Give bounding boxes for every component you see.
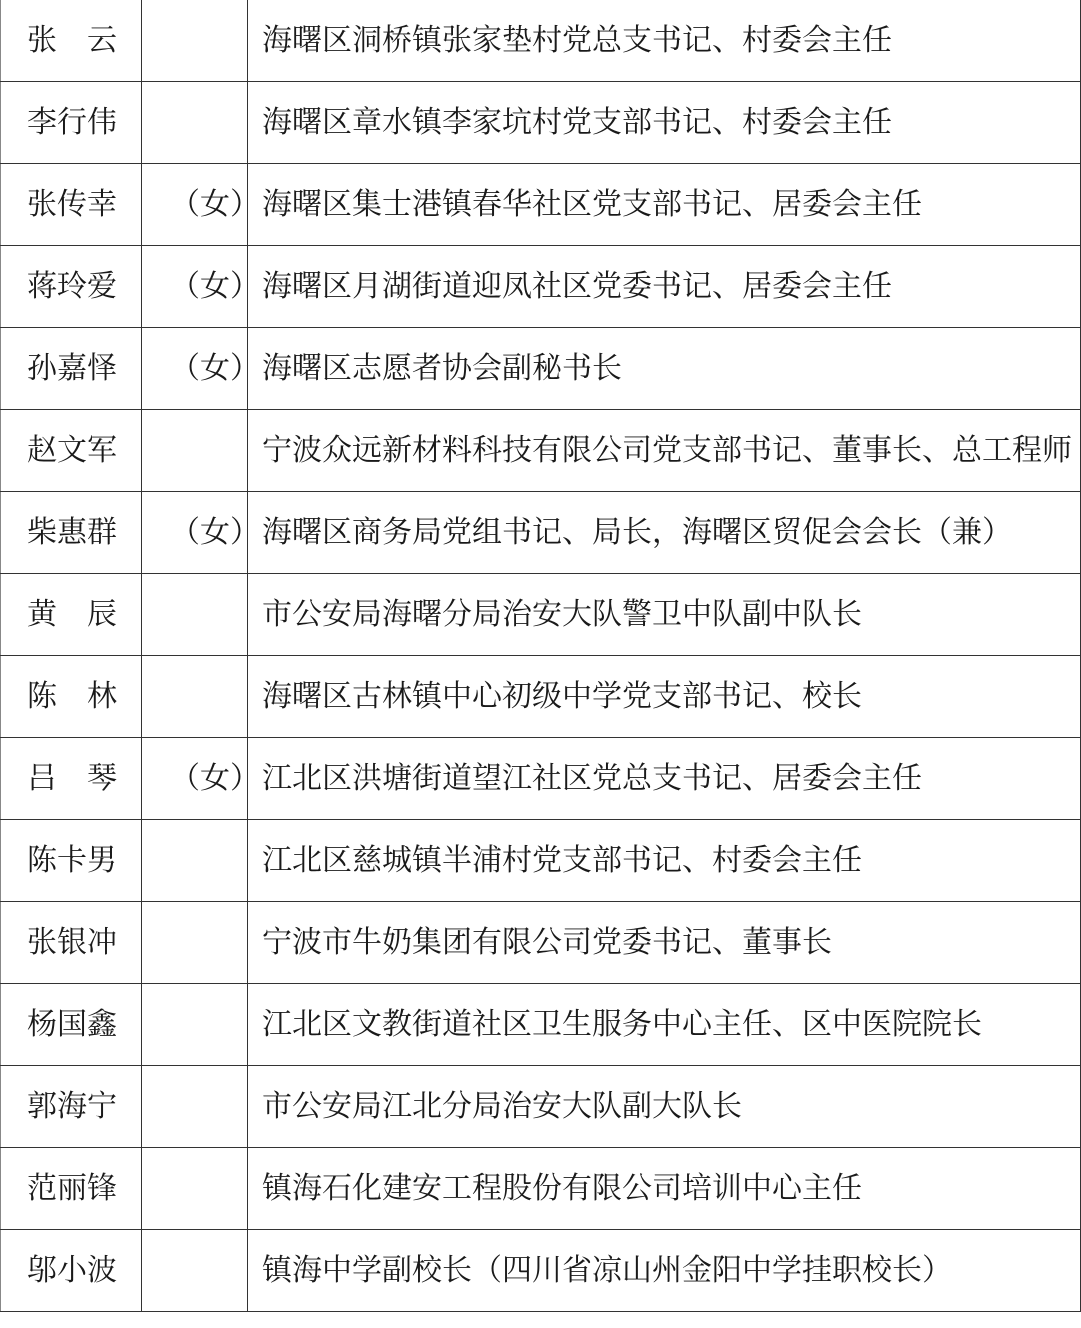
gender-note: （女） xyxy=(142,246,248,328)
table-row xyxy=(1,574,1081,656)
person-name: 吕 琴 xyxy=(1,738,142,820)
table-row xyxy=(1,82,1081,164)
position-title: 江北区洪塘街道望江社区党总支书记、居委会主任 xyxy=(248,738,1081,820)
person-name: 赵文军 xyxy=(1,410,142,492)
gender-note xyxy=(142,0,248,82)
position-title: 海曙区章水镇李家坑村党支部书记、村委会主任 xyxy=(248,82,1081,164)
position-title: 海曙区商务局党组书记、局长，海曙区贸促会会长（兼） xyxy=(248,492,1081,574)
gender-note xyxy=(142,820,248,902)
table-row xyxy=(1,820,1081,902)
table-row xyxy=(1,738,1081,820)
table-row xyxy=(1,984,1081,1066)
position-title: 镇海石化建安工程股份有限公司培训中心主任 xyxy=(248,1148,1081,1230)
gender-note xyxy=(142,82,248,164)
gender-note xyxy=(142,1148,248,1230)
table-row xyxy=(1,656,1081,738)
person-name: 黄 辰 xyxy=(1,574,142,656)
table-row xyxy=(1,1230,1081,1312)
table-row xyxy=(1,0,1081,82)
position-title: 海曙区月湖街道迎凤社区党委书记、居委会主任 xyxy=(248,246,1081,328)
table-row xyxy=(1,410,1081,492)
position-title: 宁波市牛奶集团有限公司党委书记、董事长 xyxy=(248,902,1081,984)
position-title: 宁波众远新材料科技有限公司党支部书记、董事长、总工程师 xyxy=(248,410,1081,492)
gender-note: （女） xyxy=(142,328,248,410)
position-title: 海曙区洞桥镇张家垫村党总支书记、村委会主任 xyxy=(248,0,1081,82)
person-name: 杨国鑫 xyxy=(1,984,142,1066)
gender-note: （女） xyxy=(142,492,248,574)
position-title: 海曙区集士港镇春华社区党支部书记、居委会主任 xyxy=(248,164,1081,246)
position-title: 镇海中学副校长（四川省凉山州金阳中学挂职校长） xyxy=(248,1230,1081,1312)
table-row xyxy=(1,1066,1081,1148)
table-row xyxy=(1,328,1081,410)
position-title: 市公安局江北分局治安大队副大队长 xyxy=(248,1066,1081,1148)
position-title: 海曙区志愿者协会副秘书长 xyxy=(248,328,1081,410)
person-name: 张 云 xyxy=(1,0,142,82)
gender-note xyxy=(142,410,248,492)
gender-note xyxy=(142,1230,248,1312)
person-name: 柴惠群 xyxy=(1,492,142,574)
gender-note xyxy=(142,574,248,656)
person-name: 陈卡男 xyxy=(1,820,142,902)
gender-note: （女） xyxy=(142,738,248,820)
gender-note: （女） xyxy=(142,164,248,246)
person-name: 陈 林 xyxy=(1,656,142,738)
table-row xyxy=(1,902,1081,984)
person-name: 邬小波 xyxy=(1,1230,142,1312)
gender-note xyxy=(142,902,248,984)
position-title: 江北区慈城镇半浦村党支部书记、村委会主任 xyxy=(248,820,1081,902)
gender-note xyxy=(142,984,248,1066)
person-name: 张传幸 xyxy=(1,164,142,246)
gender-note xyxy=(142,656,248,738)
position-title: 海曙区古林镇中心初级中学党支部书记、校长 xyxy=(248,656,1081,738)
person-name: 范丽锋 xyxy=(1,1148,142,1230)
table-row xyxy=(1,492,1081,574)
person-name: 李行伟 xyxy=(1,82,142,164)
table-row xyxy=(1,164,1081,246)
table-row xyxy=(1,246,1081,328)
table-row xyxy=(1,1148,1081,1230)
person-name: 郭海宁 xyxy=(1,1066,142,1148)
position-title: 江北区文教街道社区卫生服务中心主任、区中医院院长 xyxy=(248,984,1081,1066)
gender-note xyxy=(142,1066,248,1148)
person-name: 蒋玲爱 xyxy=(1,246,142,328)
person-name: 张银冲 xyxy=(1,902,142,984)
person-name: 孙嘉怿 xyxy=(1,328,142,410)
position-title: 市公安局海曙分局治安大队警卫中队副中队长 xyxy=(248,574,1081,656)
roster-body xyxy=(1,0,1081,1312)
